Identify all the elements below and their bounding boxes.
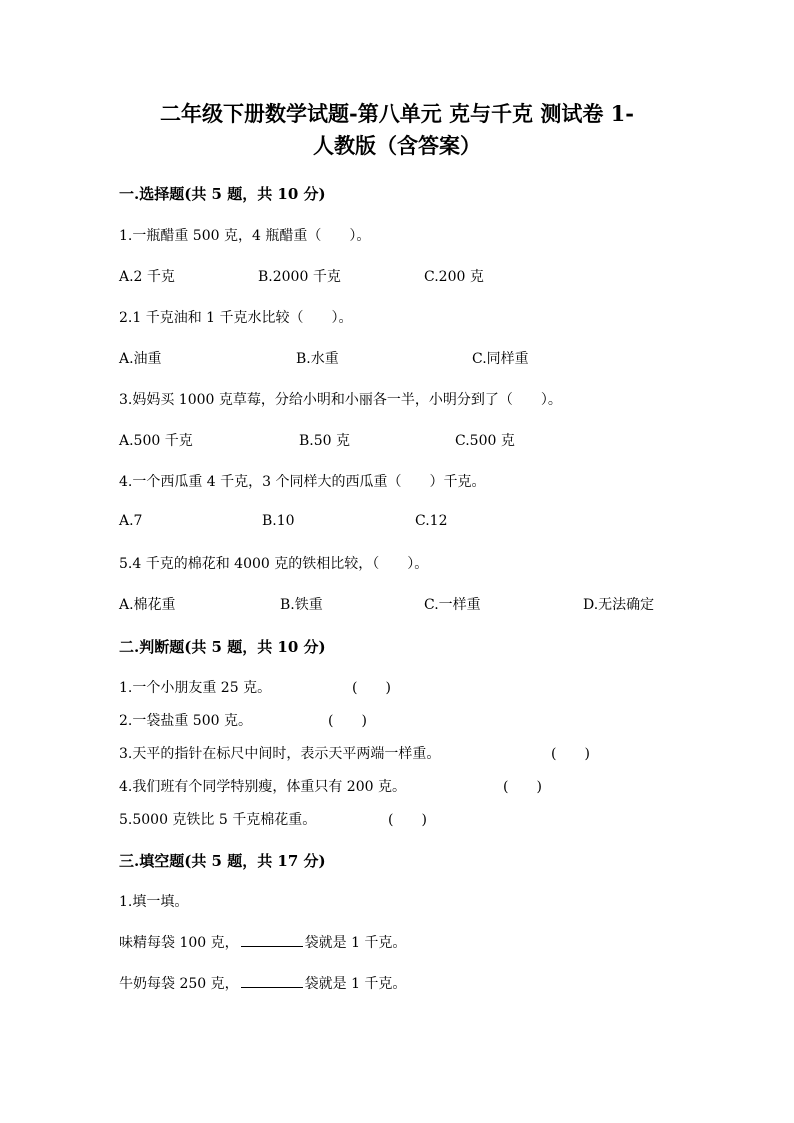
choice-q4-option-a: A.7 [119, 513, 143, 529]
choice-q3-option-c: C.500 克 [455, 433, 515, 449]
choice-q2-option-b: B.水重 [296, 351, 339, 367]
choice-question-4: 4.一个西瓜重 4 千克，3 个同样大的西瓜重（ ）千克。 [119, 474, 486, 490]
choice-q1-option-b: B.2000 千克 [258, 269, 341, 285]
choice-q3-option-a: A.500 千克 [119, 433, 193, 449]
choice-q5-option-b: B.铁重 [280, 597, 323, 613]
judge-q1-answer-paren: ( ) [352, 680, 391, 696]
fill-item-msg-before: 味精每袋 100 克， [119, 935, 239, 951]
judge-q2-answer-paren: ( ) [328, 713, 367, 729]
judge-question-3: 3.天平的指针在标尺中间时，表示天平两端一样重。 [119, 746, 441, 762]
fill-item-msg-after: 袋就是 1 千克。 [304, 935, 407, 951]
choice-q4-option-c: C.12 [415, 513, 448, 529]
title-line-1: 二年级下册数学试题-第八单元 克与千克 测试卷 1- [160, 101, 634, 126]
fill-item-milk-before: 牛奶每袋 250 克， [119, 976, 239, 992]
choice-question-5: 5.4 千克的棉花和 4000 克的铁相比较，（ ）。 [119, 556, 429, 572]
title-line-2: 人教版（含答案） [313, 133, 481, 158]
section-heading-judge: 二.判断题(共 5 题，共 10 分) [119, 638, 326, 656]
fill-blank-2[interactable] [241, 975, 303, 988]
fill-item-milk [119, 973, 406, 993]
choice-q4-option-b: B.10 [262, 513, 295, 529]
choice-question-3: 3.妈妈买 1000 克草莓，分给小明和小丽各一半，小明分到了（ ）。 [119, 392, 562, 408]
choice-question-2: 2.1 千克油和 1 千克水比较（ ）。 [119, 310, 353, 326]
choice-q2-option-c: C.同样重 [472, 351, 529, 367]
choice-question-1: 1.一瓶醋重 500 克，4 瓶醋重（ ）。 [119, 228, 371, 244]
choice-q1-option-a: A.2 千克 [119, 269, 175, 285]
choice-q5-option-a: A.棉花重 [119, 597, 176, 613]
judge-question-4: 4.我们班有个同学特别瘦，体重只有 200 克。 [119, 779, 406, 795]
judge-question-1: 1.一个小朋友重 25 克。 [119, 680, 272, 696]
judge-question-2: 2.一袋盐重 500 克。 [119, 713, 252, 729]
section-heading-fill: 三.填空题(共 5 题，共 17 分) [119, 852, 326, 870]
choice-q5-option-d: D.无法确定 [583, 597, 655, 613]
section-heading-choice: 一.选择题(共 5 题，共 10 分) [119, 185, 326, 203]
fill-item-milk-after: 袋就是 1 千克。 [304, 976, 407, 992]
judge-question-5: 5.5000 克铁比 5 千克棉花重。 [119, 812, 317, 828]
fill-question-1: 1.填一填。 [119, 894, 189, 910]
judge-q5-answer-paren: ( ) [388, 812, 427, 828]
judge-q3-answer-paren: ( ) [551, 746, 590, 762]
choice-q2-option-a: A.油重 [119, 351, 162, 367]
choice-q1-option-c: C.200 克 [424, 269, 484, 285]
choice-q5-option-c: C.一样重 [424, 597, 481, 613]
fill-blank-1[interactable] [241, 934, 303, 947]
choice-q3-option-b: B.50 克 [299, 433, 351, 449]
fill-item-msg [119, 932, 406, 952]
judge-q4-answer-paren: ( ) [503, 779, 542, 795]
